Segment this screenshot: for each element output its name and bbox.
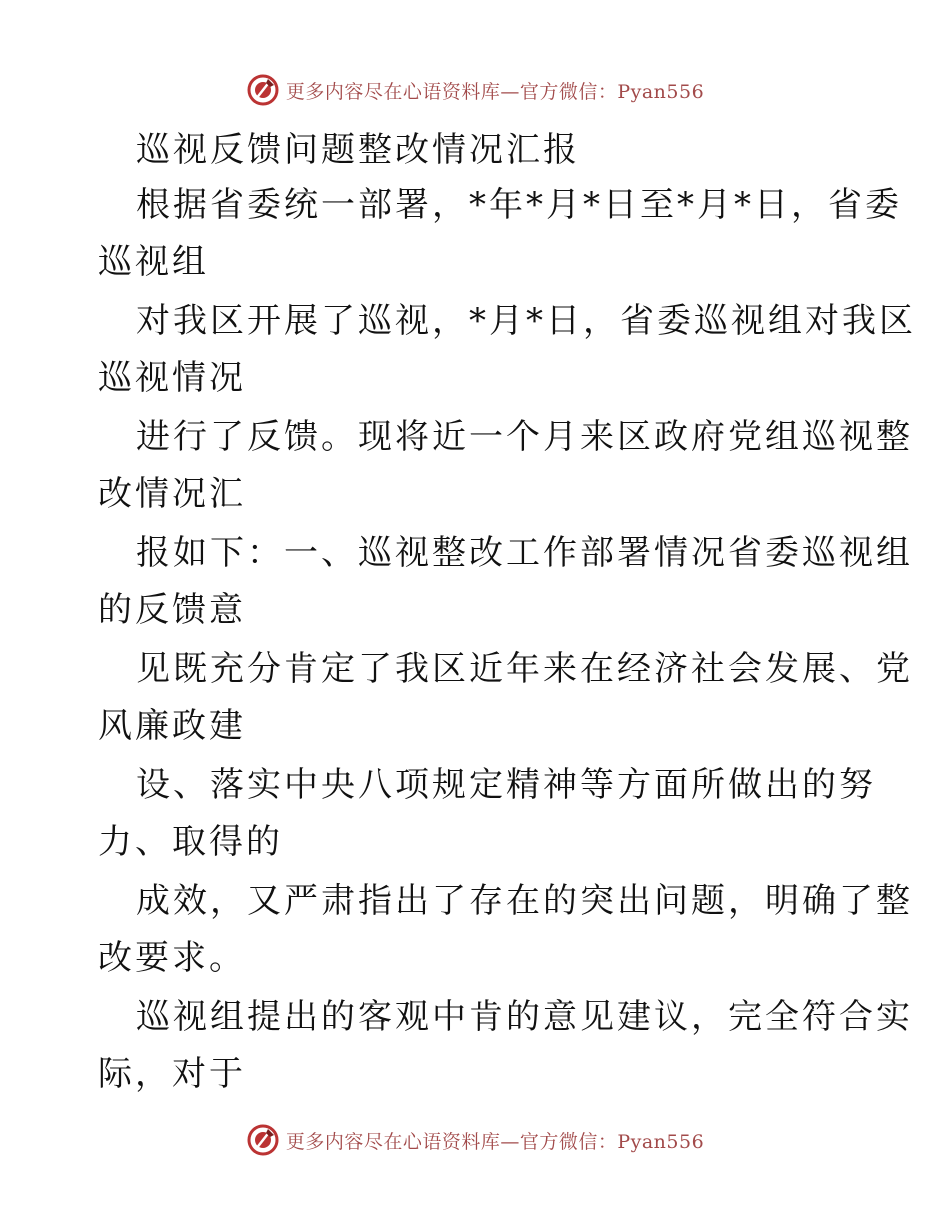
paragraph-line: 见既充分肯定了我区近年来在经济社会发展、党 (136, 649, 913, 689)
paragraph-line: 的反馈意 (98, 590, 246, 630)
paragraph-line: 对我区开展了巡视，*月*日，省委巡视组对我区 (136, 301, 916, 341)
pen-logo-icon (246, 1123, 280, 1157)
paragraph-line: 巡视情况 (98, 358, 246, 398)
paragraph-line: 风廉政建 (98, 706, 246, 746)
paragraph-line: 改情况汇 (98, 474, 246, 514)
header-watermark (0, 70, 950, 110)
footer-watermark (0, 1120, 950, 1160)
paragraph-line: 巡视组提出的客观中肯的意见建议，完全符合实 (136, 997, 913, 1037)
watermark-text: 更多内容尽在心语资料库—官方微信：Pyan556 (285, 1130, 705, 1153)
watermark-text: 更多内容尽在心语资料库—官方微信：Pyan556 (285, 80, 705, 103)
pen-logo-icon (246, 73, 280, 107)
paragraph-line: 力、取得的 (98, 822, 283, 862)
paragraph-line: 成效，又严肃指出了存在的突出问题，明确了整 (136, 881, 913, 921)
paragraph-line: 报如下：一、巡视整改工作部署情况省委巡视组 (136, 533, 913, 573)
paragraph-line: 进行了反馈。现将近一个月来区政府党组巡视整 (136, 417, 913, 457)
paragraph-line: 设、落实中央八项规定精神等方面所做出的努 (136, 765, 876, 805)
paragraph-line: 巡视组 (98, 242, 209, 282)
document-title: 巡视反馈问题整改情况汇报 (136, 130, 580, 170)
paragraph-line: 根据省委统一部署，*年*月*日至*月*日，省委 (136, 185, 902, 225)
paragraph-line: 改要求。 (98, 938, 246, 978)
paragraph-line: 际，对于 (98, 1054, 246, 1094)
